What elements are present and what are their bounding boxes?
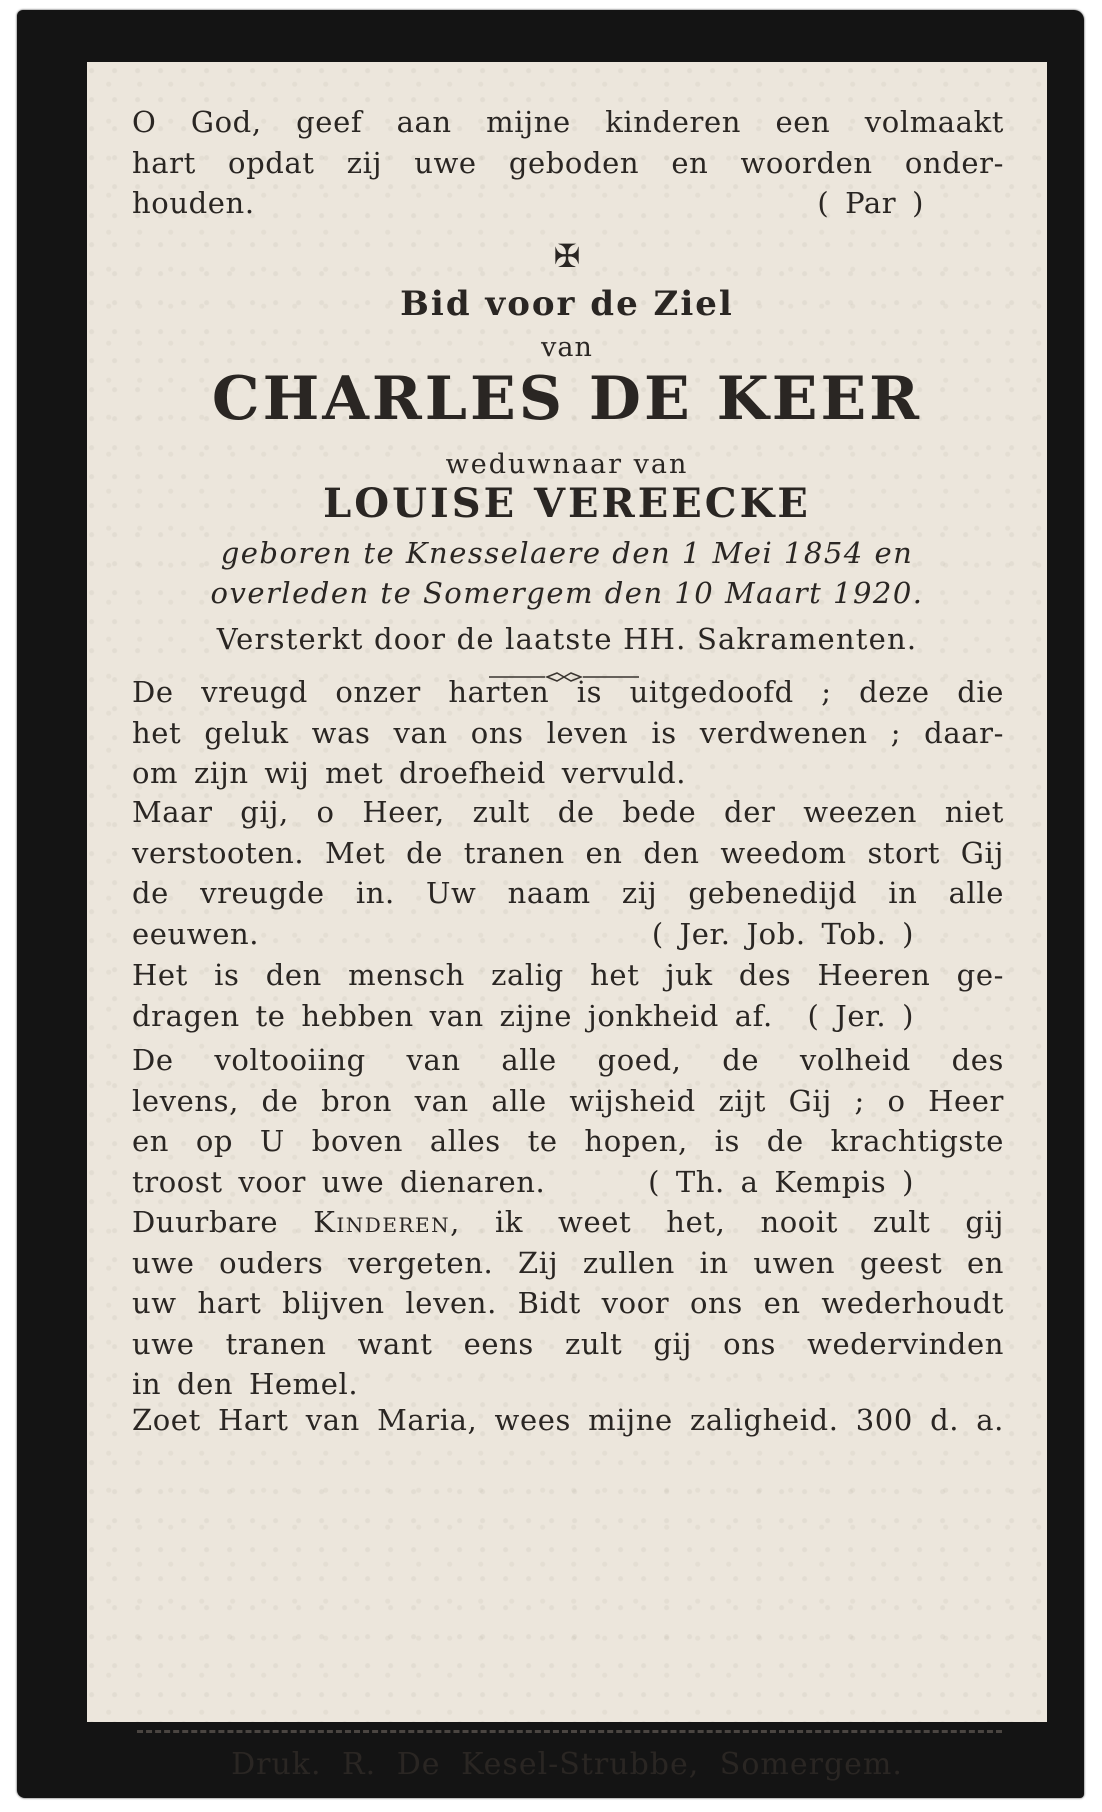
paragraph-line: Het is den mensch zalig het juk des Heeren ge- (132, 958, 1004, 992)
opening-prayer-line: hart opdat zij uwe geboden en woorden onder- (132, 145, 1004, 180)
paragraph-5 (132, 1202, 1004, 1405)
paragraph-4-source: ( Th. a Kempis ) (648, 1164, 914, 1199)
card-paper (87, 62, 1047, 1782)
kinderen-word: Kinderen (313, 1205, 451, 1239)
paragraph-line-last (132, 1162, 1004, 1203)
deceased-name: CHARLES DE KEER (211, 364, 923, 434)
birth-line: geboren te Knesselaere den 1 Mei 1854 en (220, 536, 914, 570)
paragraph-5-prefix: Duurbare (132, 1205, 279, 1239)
memorial-card (17, 10, 1084, 1798)
paragraph-line: dragen te hebben van zijne jonkheid af. (132, 998, 773, 1033)
paragraph-line: levens, de bron van alle wijsheid zijt Gij ; o Heer (132, 1083, 1004, 1118)
paragraph-line: uwe ouders vergeten. Zij zullen in uwen geest en (132, 1245, 1004, 1280)
widower-label: weduwnaar van (445, 449, 689, 480)
opening-prayer (132, 102, 1004, 224)
paragraph-line: het geluk was van ons leven is verdwenen ; daar- (132, 715, 1004, 750)
paragraph-line: Maar gij, o Heer, zult de bede der weezen niet (132, 795, 1004, 829)
paragraph-line: De voltooiing van alle goed, de volheid des (132, 1043, 1004, 1077)
paragraph-line: De vreugd onzer harten is uitgedoofd ; deze die (132, 675, 1004, 709)
paragraph-line: eeuwen. (132, 916, 260, 951)
paragraph-1 (132, 672, 1004, 794)
printer-line: Druk. R. De Kesel-Strubbe, Somergem. (231, 1747, 903, 1782)
paragraph-3-source: ( Jer. ) (807, 998, 914, 1033)
paragraph-line: troost voor uwe dienaren. (132, 1164, 546, 1199)
paragraph-3 (132, 955, 1004, 1036)
paragraph-line: uw hart blijven leven. Bidt voor ons en wederhoudt (132, 1286, 1004, 1320)
opening-prayer-line: O God, geef aan mijne kinderen een volmaakt (132, 105, 1004, 139)
opening-prayer-line: houden. (132, 186, 255, 220)
heading: Bid voor de Ziel (400, 284, 734, 324)
paragraph-line-last (132, 914, 1004, 955)
footer-divider (137, 1730, 1002, 1733)
closing-prayer-block (132, 1400, 1004, 1441)
paragraph-4 (132, 1040, 1004, 1202)
paragraph-line: in den Hemel. (132, 1367, 359, 1401)
paragraph-line: uwe tranen want eens zult gij ons wedervinden (132, 1326, 1004, 1361)
opening-prayer-line-last (132, 183, 1004, 224)
paragraph-line: verstooten. Met de tranen en den weedom stort Gij (132, 835, 1004, 870)
paragraph-line: om zijn wij met droefheid vervuld. (132, 756, 687, 790)
paragraph-line: de vreugde in. Uw naam zij gebenedijd in alle (132, 876, 1004, 910)
paragraph-5-first-rest: , ik weet het, nooit zult gij (450, 1205, 1004, 1239)
paragraph-2 (132, 792, 1004, 954)
paragraph-2-source: ( Jer. Job. Tob. ) (651, 916, 914, 951)
cross-icon: ✠ (553, 237, 581, 275)
closing-prayer: Zoet Hart van Maria, wees mijne zaligheid. 300 d. a. (132, 1403, 1004, 1437)
death-line: overleden te Somergem den 10 Maart 1920. (210, 576, 924, 610)
paragraph-line-last (132, 996, 1004, 1037)
spouse-name: LOUISE VEREECKE (323, 480, 811, 527)
paragraph-line: en op U boven alles te hopen, is de krachtigste (132, 1124, 1004, 1158)
opening-prayer-source: ( Par ) (817, 186, 924, 220)
paragraph-5-first-line (132, 1202, 1004, 1243)
sacraments-line: Versterkt door de laatste HH. Sakramenten. (216, 622, 918, 656)
van-label: van (541, 332, 593, 363)
